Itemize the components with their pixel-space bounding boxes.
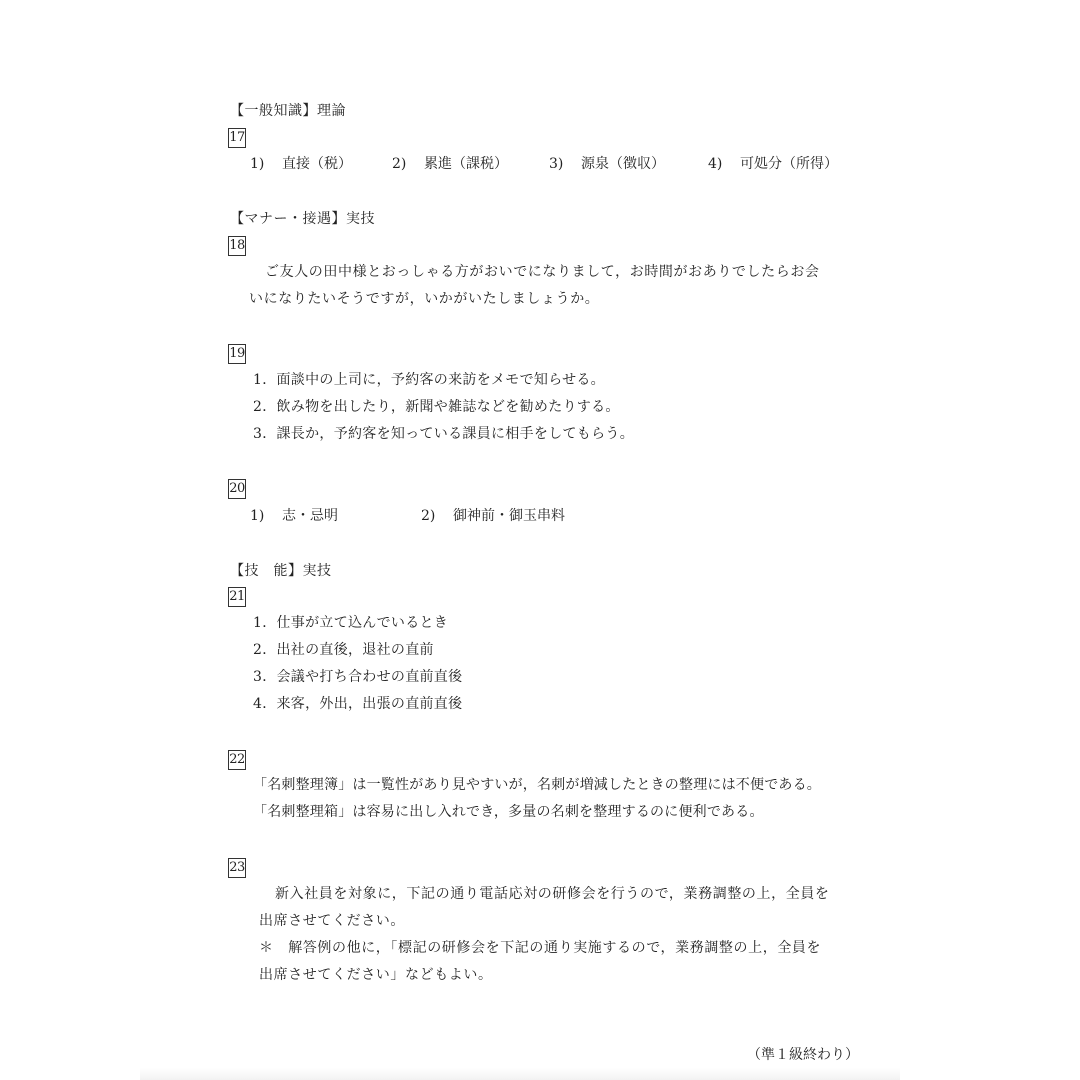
q17-choice-3-text: 源泉（徴収） (581, 156, 665, 172)
q17-choice-2-num: 2) (392, 156, 407, 172)
q19-item-2: 2．飲み物を出したり，新聞や雑誌などを勧めたりする。 (253, 399, 620, 415)
q17-choice-2 (392, 154, 508, 174)
q21-item-3: 3．会議や打ち合わせの直前直後 (253, 669, 463, 685)
q20-choice-1 (250, 506, 338, 526)
q23-line-2: 出席させてください。 (259, 913, 405, 929)
question-number-23: 23 (228, 858, 246, 878)
q17-choice-3-num: 3) (549, 156, 564, 172)
q20-choice-1-text: 志・忌明 (282, 508, 338, 524)
q17-choice-1-text: 直接（税） (282, 156, 352, 172)
q21-item-2: 2．出社の直後，退社の直前 (253, 642, 434, 658)
q17-choice-1 (250, 154, 352, 174)
q17-choice-1-num: 1) (250, 156, 265, 172)
q22-line-1: 「名刺整理簿」は一覧性があり見やすいが，名刺が増減したときの整理には不便である。 (253, 777, 821, 793)
q23-note-line-2: 出席させてください」などもよい。 (259, 967, 493, 983)
q17-choice-4-text: 可処分（所得） (740, 156, 838, 172)
q20-choice-2-num: 2) (421, 508, 436, 524)
q22-line-2: 「名刺整理箱」は容易に出し入れでき，多量の名刺を整理するのに便利である。 (253, 804, 764, 820)
q23-note-line-1: ＊ 解答例の他に，「標記の研修会を下記の通り実施するので，業務調整の上，全員を (259, 940, 822, 956)
q20-choice-1-num: 1) (250, 508, 265, 524)
question-number-20: 20 (228, 479, 246, 499)
q21-item-1: 1．仕事が立て込んでいるとき (253, 615, 449, 631)
section-heading-manner: 【マナー・接遇】実技 (230, 211, 375, 227)
q19-item-1: 1．面談中の上司に，予約客の来訪をメモで知らせる。 (253, 372, 605, 388)
q23-line-1: 新入社員を対象に，下記の通り電話応対の研修会を行うので，業務調整の上，全員を (275, 886, 830, 902)
q18-line-1: ご友人の田中様とおっしゃる方がおいでになりまして，お時間がおありでしたらお会 (265, 264, 820, 280)
question-number-21: 21 (228, 587, 246, 607)
q20-choice-2-text: 御神前・御玉串料 (453, 508, 565, 524)
q17-choice-2-text: 累進（課税） (424, 156, 508, 172)
q17-choice-4-num: 4) (708, 156, 723, 172)
q20-choice-2 (421, 506, 565, 526)
q18-line-2: いになりたいそうですが，いかがいたしましょうか。 (249, 291, 600, 307)
section-heading-general: 【一般知識】理論 (230, 103, 346, 119)
footer-end-note: （準１級終わり） (747, 1047, 859, 1063)
q17-choice-3 (549, 154, 665, 174)
page-bottom-edge (140, 1068, 900, 1080)
q21-item-4: 4．来客，外出，出張の直前直後 (253, 696, 463, 712)
question-number-17: 17 (228, 128, 246, 148)
question-number-19: 19 (228, 344, 246, 364)
section-heading-skill: 【技 能】実技 (230, 563, 332, 579)
question-number-22: 22 (228, 750, 246, 770)
question-number-18: 18 (228, 236, 246, 256)
q19-item-3: 3．課長か，予約客を知っている課員に相手をしてもらう。 (253, 426, 635, 442)
q17-choice-4 (708, 154, 838, 174)
